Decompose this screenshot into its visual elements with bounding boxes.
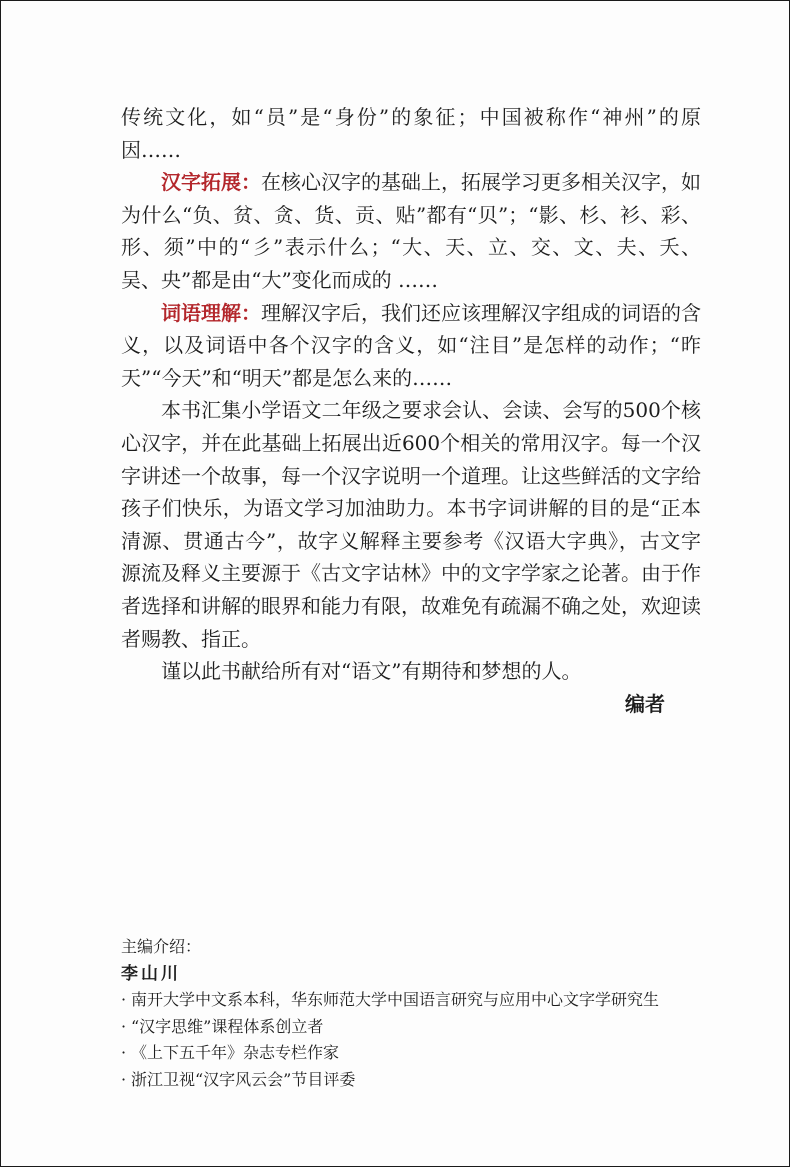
list-item-text: 《上下五千年》杂志专栏作家 <box>131 1043 340 1063</box>
paragraph-dedication: 谨以此书献给所有对“语文”有期待和梦想的人。 <box>161 659 582 684</box>
keyword-word-understanding: 词语理解 <box>161 300 241 325</box>
paragraph-text: 在核心汉字的基础上，拓展学习更多相关汉字，如为什么“负、贫、贪、货、贡、贴”都有“贝”；“影、杉、衫、彩、形、须”中的“彡”表示什么；“大、天、立、交、文、夫、夭、吴、央”都是由“大”变化而成的 …… <box>121 170 701 292</box>
keyword-character-expansion: 汉字拓展 <box>161 170 241 195</box>
paragraph-character-expansion <box>121 166 701 296</box>
editor-label: 主编介绍： <box>121 937 202 956</box>
editor-introduction <box>121 934 721 1094</box>
paragraph-book-summary: 本书汇集小学语文二年级之要求会认、会读、会写的500个核心汉字，并在此基础上拓展出近600个相关的常用汉字。每一个汉字讲述一个故事，每一个汉字说明一个道理。让这些鲜活的文字给孩子们快乐，为语文学习加油助力。本书字词讲解的目的是“正本清源、贯通古今”，故字义解释主要参考《汉语大字典》，古文字源流及释义主要源于《古文字诂林》中的文字学家之论著。由于作者选择和讲解的眼界和能力有限，故难免有疏漏不确之处，欢迎读者赐教、指正。 <box>121 398 701 651</box>
paragraph-text: 理解汉字后，我们还应该理解汉字组成的词语的含义，以及词语中各个汉字的含义，如“注目”是怎样的动作；“昨天”“今天”和“明天”都是怎么来的…… <box>121 300 701 390</box>
paragraph-continuation: 传统文化，如“员”是“身份”的象征；中国被称作“神州”的原因…… <box>121 105 701 162</box>
paragraph-word-understanding <box>121 297 701 395</box>
signature: 编者 <box>625 691 665 716</box>
keyword-colon: ： <box>241 300 261 325</box>
bullet-icon: · <box>121 1043 127 1063</box>
bullet-icon: · <box>121 990 127 1010</box>
bullet-icon: · <box>121 1069 127 1089</box>
preface-body <box>121 101 701 720</box>
list-item-text: 浙江卫视“汉字风云会”节目评委 <box>131 1069 356 1089</box>
list-item <box>121 987 721 1014</box>
keyword-colon: ： <box>241 170 261 195</box>
list-item-text: “汉字思维”课程体系创立者 <box>131 1016 324 1036</box>
list-item-text: 南开大学中文系本科，华东师范大学中国语言研究与应用中心文字学研究生 <box>131 990 660 1010</box>
editor-name: 李山川 <box>121 963 181 984</box>
list-item <box>121 1014 721 1041</box>
editor-credentials-list <box>121 987 721 1093</box>
list-item <box>121 1040 721 1067</box>
list-item <box>121 1067 721 1094</box>
bullet-icon: · <box>121 1016 127 1036</box>
